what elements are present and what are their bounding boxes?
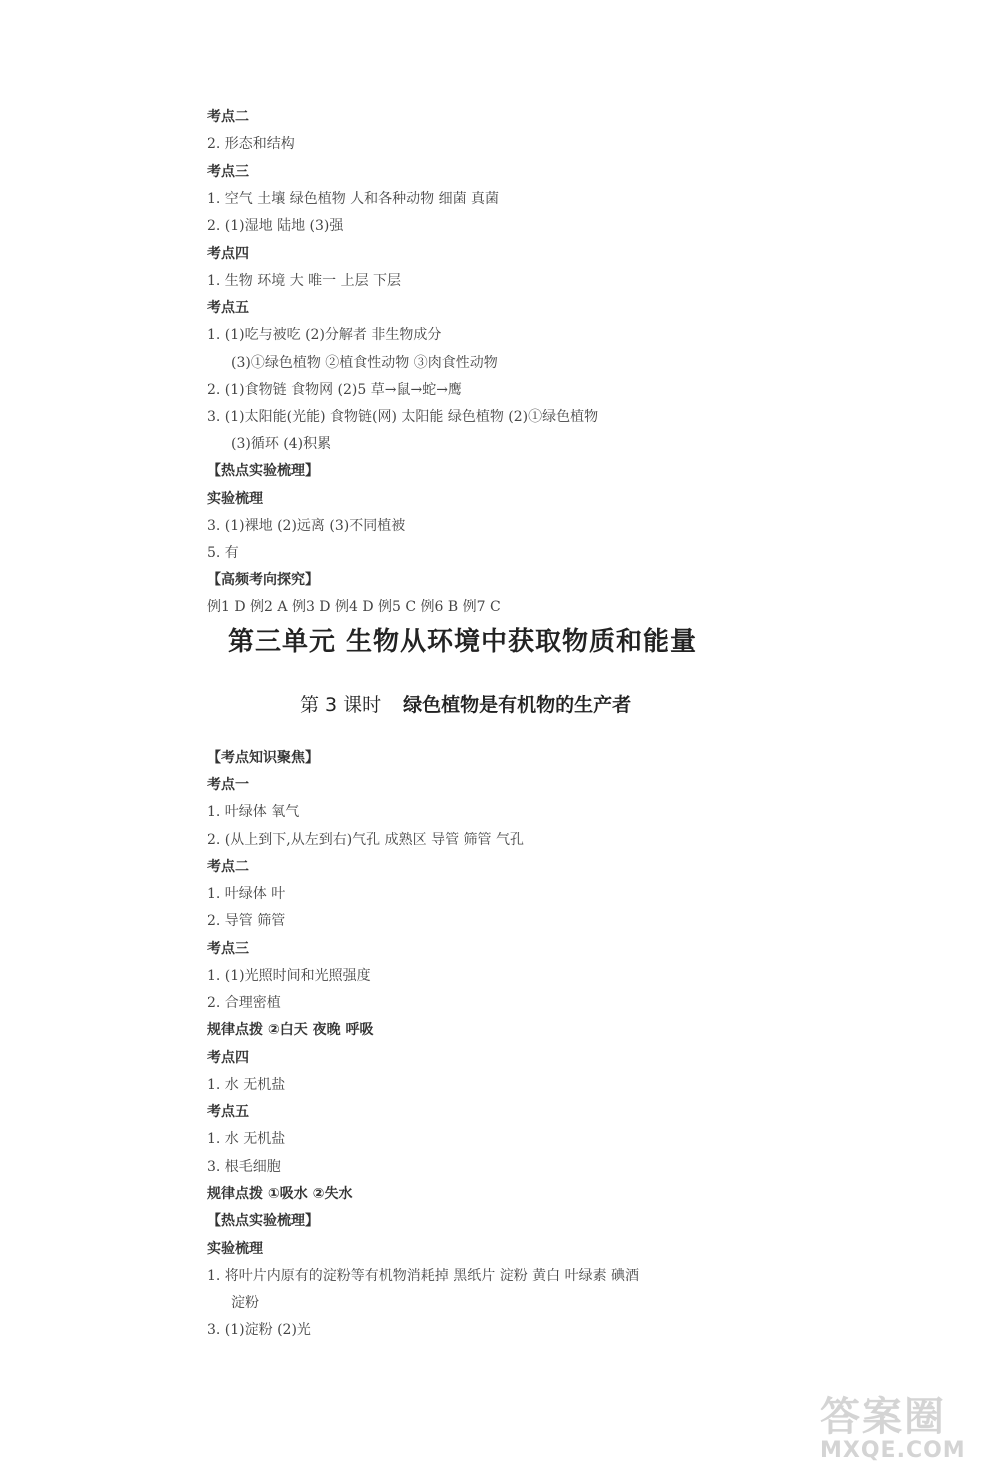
section-heading: 考点一: [207, 777, 249, 793]
lesson-title: [300, 692, 631, 718]
answer-line: 2. (从上到下,从左到右)气孔 成熟区 导管 筛管 气孔: [207, 832, 524, 848]
tip-line: 规律点拨 ②白天 夜晚 呼吸: [207, 1022, 374, 1038]
answer-line: 3. (1)裸地 (2)远离 (3)不同植被: [207, 518, 406, 534]
answer-line: 2. (1)食物链 食物网 (2)5 草→鼠→蛇→鹰: [207, 382, 462, 398]
watermark-logo-text: 答案圈: [820, 1394, 946, 1440]
answer-line: 1. 水 无机盐: [207, 1131, 286, 1147]
watermark-url: MXQE.COM: [820, 1438, 966, 1463]
tip-line: 规律点拨 ①吸水 ②失水: [207, 1186, 353, 1202]
answer-line: (3)循环 (4)积累: [231, 436, 332, 452]
answer-line: 2. 合理密植: [207, 995, 281, 1011]
answer-line: 3. (1)淀粉 (2)光: [207, 1322, 311, 1338]
answer-line: 2. 导管 筛管: [207, 913, 286, 929]
section-heading: 考点二: [207, 859, 249, 875]
lesson-number: 第 3 课时: [300, 694, 382, 716]
answer-line: 1. 生物 环境 大 唯一 上层 下层: [207, 273, 402, 289]
answer-line: 5. 有: [207, 545, 239, 561]
section-heading: 考点三: [207, 941, 249, 957]
answer-line: 1. (1)光照时间和光照强度: [207, 968, 371, 984]
section-heading: 考点四: [207, 246, 249, 262]
answer-line: 3. (1)太阳能(光能) 食物链(网) 太阳能 绿色植物 (2)①绿色植物: [207, 409, 599, 425]
answer-line: 1. (1)吃与被吃 (2)分解者 非生物成分: [207, 327, 442, 343]
example-answers-line: 例1 D 例2 A 例3 D 例4 D 例5 C 例6 B 例7 C: [207, 599, 501, 615]
section-bracket-heading: 【考点知识聚焦】: [207, 750, 319, 766]
section-heading: 考点二: [207, 109, 249, 125]
section-heading: 实验梳理: [207, 491, 263, 507]
unit-title: 第三单元 生物从环境中获取物质和能量: [228, 627, 698, 657]
answer-line: 1. 将叶片内原有的淀粉等有机物消耗掉 黑纸片 淀粉 黄白 叶绿素 碘酒: [207, 1268, 640, 1284]
section-heading: 考点五: [207, 1104, 249, 1120]
section-heading: 考点三: [207, 164, 249, 180]
answer-line: 1. 叶绿体 叶: [207, 886, 286, 902]
section-heading: 考点五: [207, 300, 249, 316]
answer-line: 1. 水 无机盐: [207, 1077, 286, 1093]
site-watermark: [820, 1395, 966, 1463]
section-heading: 考点四: [207, 1050, 249, 1066]
section-bracket-heading: 【热点实验梳理】: [207, 463, 319, 479]
answer-line: (3)①绿色植物 ②植食性动物 ③肉食性动物: [231, 355, 498, 371]
answer-line: 2. 形态和结构: [207, 136, 295, 152]
section-bracket-heading: 【热点实验梳理】: [207, 1213, 319, 1229]
answer-line: 2. (1)湿地 陆地 (3)强: [207, 218, 344, 234]
section-bracket-heading: 【高频考向探究】: [207, 572, 319, 588]
answer-line: 3. 根毛细胞: [207, 1159, 281, 1175]
lesson-name: 绿色植物是有机物的生产者: [403, 694, 632, 716]
answer-line: 淀粉: [231, 1295, 259, 1311]
answer-line: 1. 叶绿体 氧气: [207, 804, 300, 820]
section-heading: 实验梳理: [207, 1241, 263, 1257]
answer-line: 1. 空气 土壤 绿色植物 人和各种动物 细菌 真菌: [207, 191, 500, 207]
